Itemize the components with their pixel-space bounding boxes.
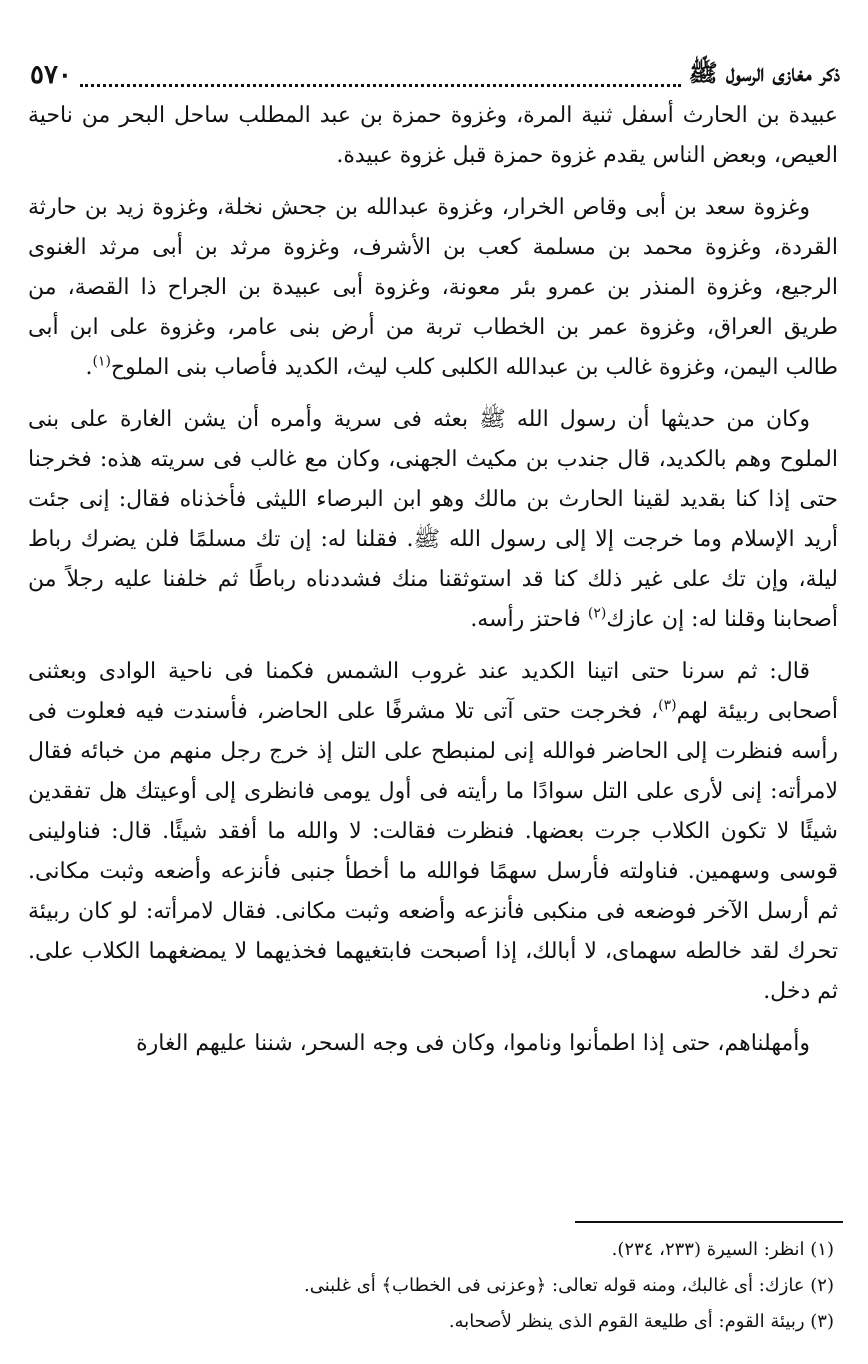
text-run: ، فخرجت حتى آتى تلا مشرفًا على الحاضر، فأسندت فيه فعلوت فى رأسه فنظرت إلى الحاضر فوالله إنى لمنبطح على التل إذ خرج رجل منهم من خبائه فقال لامرأته: إنى لأرى على التل سوادًا ما رأيته فى أول يومى فانظرى إلى أوعيتك هل تفقدين شيئًا لا تكون الكلاب جرت بعضها. فنظرت فقالت: لا والله ما أفقد شيئًا. قال: فناولينى قوسى وسهمين. فناولته فأرسل سهمًا فوالله ما أخطأ جنبى فأنزعه وأضعه وثبت مكانى. ثم أرسل الآخر فوضعه فى منكبى فأنزعه وأضعه وثبت مكانى. فقال لامرأته: لو كان ربيئة تحرك لقد خالطه سهماى، لا أبالك، إذا أصبحت فابتغيهما فخذيهما لا يمضغهما الكلاب على. ثم دخل. [28,699,838,1004]
paragraph-4 [28,652,838,1012]
text-run: وغزوة سعد بن أبى وقاص الخرار، وغزوة عبدالله بن جحش نخلة، وغزوة زيد بن حارثة القردة، وغزوة محمد بن مسلمة كعب بن الأشرف، وغزوة مرثد بن أبى مرثد الغنوى الرجيع، وغزوة المنذر بن عمرو بئر معونة، وغزوة أبى عبيدة بن الجراح ذا القصة، من طريق العراق، وغزوة عمر بن الخطاب تربة من أرض بنى عامر، وغزوة على ابن أبى طالب اليمن، وغزوة غالب بن عبدالله الكلبى كلب ليث، الكديد فأصاب بنى الملوح [28,195,838,380]
paragraph-2 [28,188,838,388]
footnote-1: (١) انظر: السيرة (٢٣٣، ٢٣٤). [611,1239,834,1260]
footnote-3: (٣) ربيئة القوم: أى طليعة القوم الذى ينظر لأصحابه. [448,1311,834,1332]
text-run: عبيدة بن الحارث أسفل ثنية المرة، وغزوة حمزة بن عبد المطلب ساحل البحر من ناحية العيص، وبعض الناس يقدم غزوة حمزة قبل غزوة عبيدة. [28,103,838,168]
main-text [28,96,838,1064]
footnotes [28,1232,834,1340]
page-number: ٥٧٠ [30,60,72,90]
running-title: ذكر مغازى الرسول ﷺ [688,57,840,87]
page-header [30,52,840,98]
paragraph-3 [28,400,838,640]
footnote-separator [575,1221,843,1223]
header-leader-dots [80,72,681,87]
text-run: . [85,355,93,380]
text-run: قال: ثم سرنا حتى اتينا الكديد عند غروب الشمس فكمنا فى ناحية الوادى وبعثنى أصحابى ربيئة لهم [28,659,838,724]
text-run: وأمهلناهم، حتى إذا اطمأنوا وناموا، وكان فى وجه السحر، شننا عليهم الغارة [136,1031,810,1056]
footnote-2: (٢) عازك: أى غالبك، ومنه قوله تعالى: ﴿وعزنى فى الخطاب﴾ أى غلبنى. [304,1275,834,1296]
footnote-ref: (١) [92,353,111,370]
footnote-ref: (٢) [587,605,607,622]
text-run: فاحتز رأسه. [470,607,588,632]
footnote-ref: (٣) [658,697,677,714]
paragraph-1 [28,96,838,176]
text-run: وكان من حديثها أن رسول الله ﷺ بعثه فى سرية وأمره أن يشن الغارة على بنى الملوح وهم بالكديد، قال جندب بن مكيث الجهنى، وكان مع غالب فى سريته هذه: فخرجنا حتى إذا كنا بقديد لقينا الحارث بن مالك وهو ابن البرصاء الليثى فأخذناه فقال: إنى جئت أريد الإسلام وما خرجت إلا إلى رسول الله ﷺ. فقلنا له: إن تك مسلمًا فلن يضرك رباط ليلة، وإن تك على غير ذلك كنا قد استوثقنا منك فشددناه رباطًا ثم خلفنا عليه رجلاً من أصحابنا وقلنا له: إن عازك [28,407,838,632]
paragraph-5 [28,1024,838,1064]
